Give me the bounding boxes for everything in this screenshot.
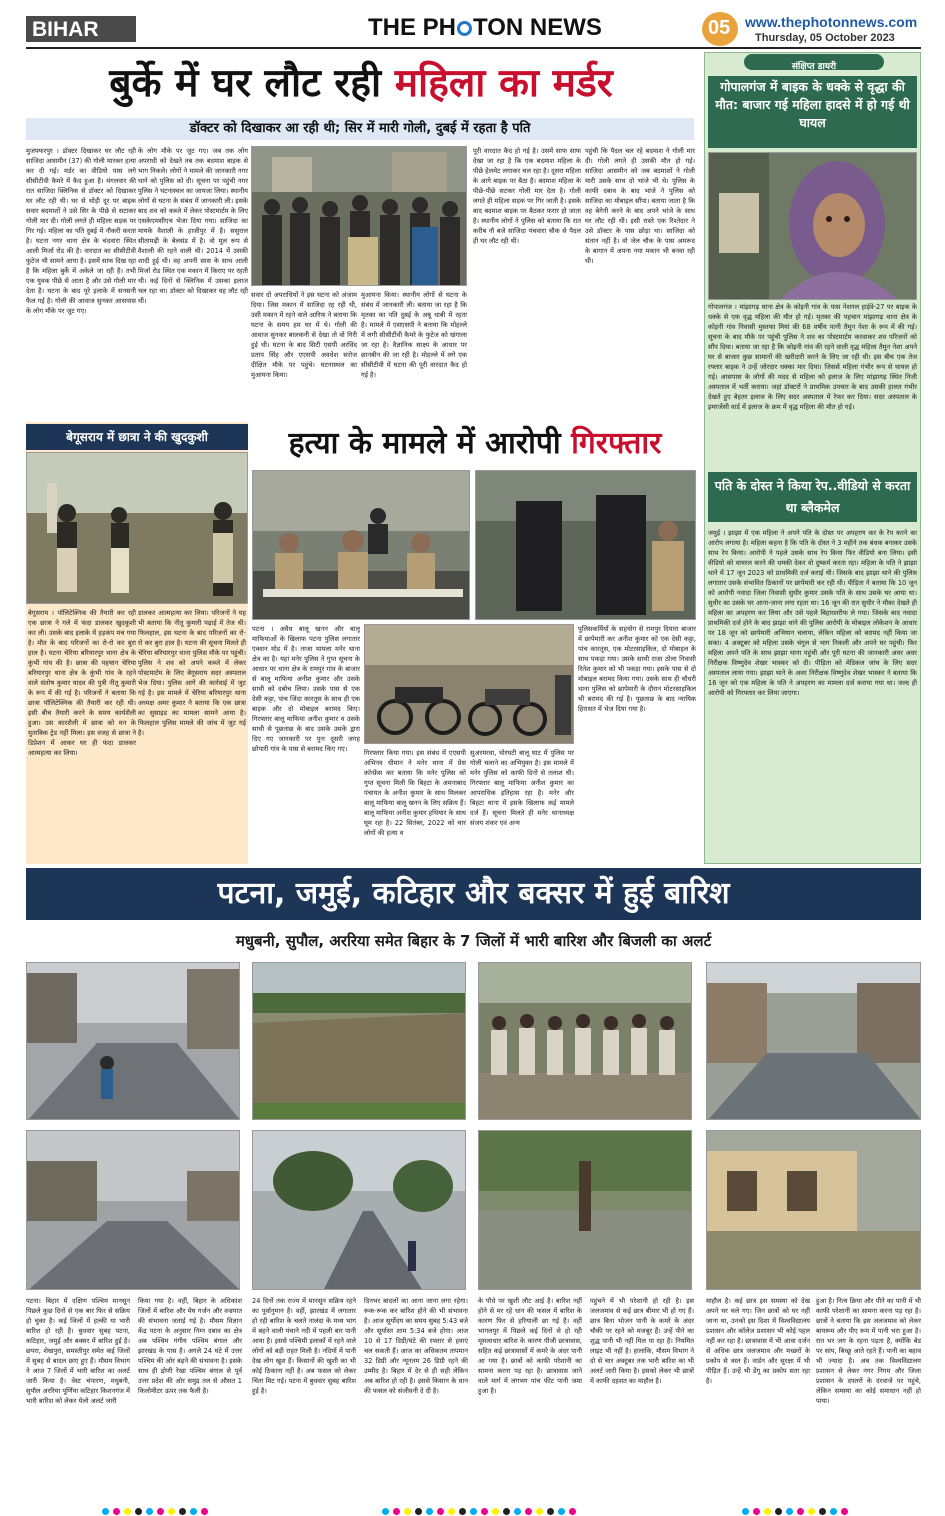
lead-subhead: डॉक्टर को दिखाकर आ रही थी; सिर में मारी गोली, दुबई में रहता है पति [26, 118, 694, 140]
rain-headline: पटना, जमुई, कटिहार और बक्सर में हुई बारिश [26, 868, 921, 920]
waterlogged-market-photo [706, 962, 921, 1120]
edition-badge [26, 16, 136, 42]
masthead [0, 0, 945, 48]
sidebar-body: गोपालगंज । मांझागढ़ थाना क्षेत्र के कोइनी गांव के पास नेशनल हाईवे-27 पर बाइक के धक्के से एक वृद्ध महिला की मौत हो गई। मृतका की पहचान मांझागढ़ थाना क्षेत्र के कोइनी गांव निवासी मुस्तफा मियां की 68 वर्षीय पत्नी तैमुन नेशा के रूप में की गई। सूचना के बाद मौके पर पहुंची पुलिस ने शव का पोस्टमार्टम करवाकर शव परिजनों को सौंप दिया। बताया जा रहा है कि कोइनी गांव की रहने वाली वृद्ध महिला तैमुन नेशा अपने घर से बाजार कुछ सामानों की खरीदारी करने के लिए जा रही थी। इस बीच एक तेज रफ्तार बाइक ने उन्हें जोरदार धक्का मार दिया। जिससे महिला गंभीर रूप से घायल हो गई। आसपास के लोगों की मदद से महिला को इलाज के लिए मांझागढ़ स्थित निजी अस्पताल में भर्ती कराया। जहां डॉक्टरों ने प्राथमिक उपचार के बाद उसकी हालत गंभीर देखते हुए बेहतर इलाज के लिए सदर अस्पताल में रेफर कर दिया। सदर अस्पताल के इमरजेंसी वार्ड में इलाज के क्रम में वृद्ध महिला की मौत हो गई। [708, 303, 917, 411]
brief-diary-header: संक्षिप्त डायरी [744, 54, 884, 70]
rape-headline: पति के दोस्त ने किया रेप..वीडियो से करता था ब्लैकमेल [708, 472, 917, 522]
edition-label: BIHAR [32, 18, 99, 41]
rain-col-8: हुआ है। नित्य क्रिया और पीने का पानी में भी काफी परेशानी का सामना करना पड़ रहा है। छात्रों ने बताया कि इस जलजमाव को लेकर बायरूम और पीए रूम में पानी भरा हुआ है। रात भर जग के रहना पड़ता है, क्योंकि बेड पर सांप, बिच्छू आते रहते हैं। पानी का बहाव भी ज्यादा है। अब तक विश्वविद्यालय प्रशासन से लेकर नगर निगम और जिला प्रशासन के दफ्तरों के दरवाजे पर पहुंचे, लेकिन समस्या का कोई समाधान नहीं हो पाया। [816, 1297, 921, 1405]
rain-col-2: किया गया है। वहीं, बिहार के अधिकांश जिलों में बारिश और मेघ गर्जन और वज्रपात की संभावना जताई गई है। मौसम विज्ञान केंद्र पटना के अनुसार निम्न दबाव का क्षेत्र अब पश्चिम गंगीय पश्चिम बंगाल और झारखंड के पास है। अगले 24 घंटे में उत्तर पश्चिम की ओर बढ़ने की संभावना है। इसके साथ ही द्रोणी रेखा पश्चिम बंगाल से पूर्व उत्तर प्रदेश की ओर समुद्र तल से औसत 1 किलोमीटर ऊपर तक फैली है। [138, 1297, 242, 1395]
rain-col-4: दिनभर बादलों का आना जाना लगा रहेगा। रूक-रूक कर बारिश होने की भी संभावना है। आज सूर्योदय का समय सुबह 5:43 बजे और सूर्यास्त शाम 5:34 बजे होगा। आज 10 से 17 डिग्री/घंटे की रफ्तार से हवाएं चल सकती हैं। आज का अधिकतम तापमान 32 डिग्री और न्यूनतम 26 डिग्री रहने की उम्मीद है। बिहार में देर से ही सही लेकिन अब बारिश हो रही है। इससे किसान के धान की फसल को संजीवनी दे दी है। [364, 1297, 468, 1395]
lead-col-2: के लोग मौके पर जुट गए। जब तक लोग अपराधी को देखते तब तक बदमाश बाइक से भाग निकले। लोगों ने मामले की जानकारी नगर थाने को पुलिस को दी। सूचना पर पहुंची नगर पुलिस ने घटनास्थल का जायजा लिया। स्थानीय लोगों से घटना के संबंध में जानकारी ली। इसके बाद शव को कब्जे में लेकर पोस्टमार्टम के लिए एसकेएमसीएच भेजा दिया गया। साजिदा का मायके वैशाली के हाजीपुर में है। ससुराल सीतामढ़ी के बेलसंड में है। वो मूल रूप से वैशाली की रहने वाली थी। 2014 में उसकी शादी हुई थी। वह अपनी सास के साथ आली मिर्जा रोड स्थित एक मकान में किराए पर रहती थी। कई दिनों से क्लिनिक में उसका इलाज चल रहा था। डॉक्टर को दिखाकर वह लौट रही थी। [138, 147, 248, 305]
website: www.thephotonnews.com [745, 14, 918, 30]
registration-dots-center [380, 1500, 578, 1516]
lead-col-1: मुजफ्फरपुर । डॉक्टर दिखाकर घर लौट रही साजिदा आसमीन (37) की गोली मारकर हत्या कर दी गई। मर्डर का वीडियो पास लगे सीसीटीवी कैमरे में कैद हुआ है। मंगलवार की रात साजिदा क्लिनिक से डॉक्टर को दिखाकर घर लौट रही थी। घर से थोड़ी दूर पर बाइक सवार बदमाशों ने उसे सिर के पीछे से सटाकर गोली मार दी। गोली लगते ही महिला सड़क पर गिर गई। महिला का पति दुबई में नौकरी करता है। घटना नगर थाना क्षेत्र के चंदवारा स्थित आली मिर्जा रोड की है। वारदात का सीसीटीवी फुटेज भी सामने आया है। इसमें साफ दिख रहा है कि महिला बुर्के में अकेले जा रही है। तभी एक युवक पीछे से आता है और उसे गोली मार देता है। घटना के बाद पूरे इलाके में सनसनी फैल गई है। गोली की आवाज सुनकर आसपास के लोग मौके पर जुट गए। [26, 147, 136, 315]
suicide-headline: बेगूसराय में छात्रा ने की खुदकुशी [26, 424, 248, 450]
seized-motorcycles-photo [364, 624, 574, 744]
photon-logo-icon [457, 21, 472, 36]
crowd-photo [251, 146, 467, 286]
flooded-campus-photo [478, 1130, 692, 1290]
arrest-headline: हत्या के मामले में आरोपी गिरफ्तार [288, 426, 662, 461]
rain-col-1: पटना। बिहार में दक्षिण पश्चिम मानसून पिछले कुछ दिनों से एक बार फिर से सक्रिय हो चुका है। कई जिलों में हल्की या भारी बारिश हो रही है। बुधवार सुबह पटना, कटिहार, जमुई और बक्सर में बारिश हुई है। छपरा, शेखपुरा, समस्तीपुर समेत कई जिलों में सुबह से बादल छाए हुए हैं। मौसम विभाग ने आज 7 जिलों में भारी बारिश का अलर्ट जारी किया है। वेस्ट चंपारण, मधुबनी, सुपौल अररिया पूर्णिया कटिहार किशनगंज में भारी बारिश को लेकर येलो अलर्ट जारी [26, 1297, 130, 1405]
paper-name [368, 14, 602, 44]
rain-col-6: पहुंचने में भी परेशानी हो रही है। इस जलजमाव से कई छात्र बीमार भी हो गए हैं। छात्र बिना भोजन पानी के कमरे के अंदर चौकी पर रहने को मजबूर हैं। उन्हें पीने का शुद्ध पानी भी नहीं मिल पा रहा है। नियमित लाइट भी नहीं है। हालांकि, मौसम विभाग ने दो से चार अक्टूबर तक भारी बारिश का भी अलर्ट जारी किया है। इसको लेकर भी छात्रों में काफी दहशत का माहौल है। [590, 1297, 694, 1385]
issue-date: Thursday, 05 October 2023 [755, 32, 895, 44]
highway-rain-photo [252, 1130, 466, 1290]
students-in-water-photo [478, 962, 692, 1120]
arrest-col-3: सुअरमरवा, घोरघटी बालू घाट में पुलिस पर गोली चलाने का अभियुक्त है। इस मामले में मनेर पुलिस को काफी दिनों से तलाश थी। गिरफ्तार बालू माफिया अनीश कुमार का आपराधिक इतिहास रहा है। मनेर और बिहटा थाना में इसके खिलाफ कई मामले दर्ज हैं। सूचना मिलते ही मनेर थानाध्यक्ष संजय शंकर एवं अन्य [470, 749, 574, 827]
village-scene-photo [26, 452, 248, 604]
rain-road-photo [26, 1130, 240, 1290]
paper-name-left: THE PH [368, 14, 457, 41]
lead-col-4: मुआयना किया। स्थानीय लोगों से घटना के संबंध में जानकारी ली। बताया जा रहा है कि मृतका का पति दुबई के अबू धाबी में रहता है। मामले में एसएसपी ने बताया कि मोहल्ले में लगी सीसीटीवी कैमरे के फुटेज को खंगाला जा रहा है। वैज्ञानिक साक्ष्य के आधार पर छानबीन की जा रही है। मोहल्ले में लगे एक सीसीटीवी में घटना की पूरी वारदात कैद हो गई है। [361, 291, 467, 379]
rain-street-photo [26, 962, 240, 1120]
paper-name-right: TON NEWS [473, 14, 602, 41]
sidebar-headline: गोपालगंज में बाइक के धक्के से वृद्धा की मौत: बाजार गई महिला हादसे में हो गई थी घायल [708, 76, 917, 148]
suicide-col-1: बेगूसराय । पॉलिटेक्निक की तैयारी कर रही एक छात्रा ने गले में फंदा डालकर खुदकुशी कर ली। उसके बाद इलाके में हड़कंप मच गया है। मौत के बाद परिजनों का रो-रो कर बुरा हाल है। घटना चेरिया बरियारपुर थाना क्षेत्र के कुंभी गांव की है। छात्रा की पहचान चेरिया बरियारपुर थाना क्षेत्र के कुंभी गांव के रहने वाले संतोष कुमार यादव की पुत्री नीतू कुमारी के रूप में की गई है। परिजनों ने बताया कि छात्रा पॉलिटेक्निक की तैयारी कर रही थी। इसी बीच तैयारी करने के समय कार्यशैली हुआ। उस कारशैली में छात्रा को मन के मुताबिक ट्रेड नहीं मिला। इस वजह से छात्रा ने डिप्रेशन में आकर घर ही फंदा डालकर आत्महत्या कर लिया। [28, 609, 136, 757]
press-conference-photo [252, 470, 470, 620]
lead-col-3: सवार दो अपराधियों ने इस घटना को अंजाम दिया। जिस मकान में साजिदा रह रही थी, उसी मकान में रहने वाले आरिफ ने बताया कि घटना के समय हम घर में थे। गोली की आवाज सुनकर बालकनी से देखा तो वो गिरी हुई थी। घटना के बाद सिटी एसपी अरविंद प्रताप सिंह और एएसपी अवधेश सरोज दीक्षित मौके पर पहुंचे। घटनास्थल का मुआयना किया। [251, 291, 357, 379]
page-number: 05 [702, 12, 738, 46]
rain-col-3: 24 दिनों तक राज्य में मानसून सक्रिय रहने का पूर्वानुमान है। वहीं, झारखंड में लगातार हो रही बारिश के चलते नालंदा के मध्य भाग में बहने वाली पंचाने नदी में पहली बार पानी आया है। इससे पश्चिमी इलाकों में रहने वाले लोगों को बड़ी राहत मिली है। नदियों में पानी देख लोग खुश हैं। किसानों की खुशी का भी कोई ठिकाना नहीं है। अब फसल को लेकर चिंता मिट गई। पटना में बुधवार सुबह बारिश हुई है। [252, 1297, 356, 1395]
arrest-col-4: पुलिसकर्मियों के सहयोग से रामपुर दियारा बाजार में छापेमारी कर अनीश कुमार को एक देसी कट्टा, पांच कारतूस, एक मोटरसाइकिल, दो मोबाइल के साथ पकड़ा गया। उसके साथी राजा ठोला निवासी रितेश कुमार को भी पकड़ा गया। इसके पास से दो मोबाइल बरामद किया गया। उसके साथ ही चौधरी थाना पुलिस को छापेमारी के दौरान मोटरसाइकिल भी बरामद की गई है। पूछताछ के बाद न्यायिक हिरासत में भेज दिया गया है। [578, 625, 696, 713]
flooded-river-photo [252, 962, 466, 1120]
rain-col-5: के पौधे पर खुशी लौट आई है। बारिश नहीं होने से मर रहे धान की फसल में बारिश के कारण फिर से हरियाली छा गई है। वहीं भागलपुर में पिछले कई दिनों से हो रही मूसलाधार बारिश के कारण पीजी छात्रावास, सहित कई छात्रावासों में कमरे के अंदर पानी आ गया है। छात्रों को काफी परेशानी का सामना करना पड़ रहा है। छात्रावास जाने वाले मार्ग में लगभग पांच फीट पानी जमा हुआ है। [478, 1297, 582, 1395]
accused-photo [475, 470, 696, 620]
rain-subhead: मधुबनी, सुपौल, अररिया समेत बिहार के 7 जिलों में भारी बारिश और बिजली का अलर्ट [235, 932, 712, 950]
flooded-building-photo [706, 1130, 921, 1290]
suicide-col-2: डालकर आत्महत्या कर लिया। परिजनों ने यह भी बताया कि नीतू कुमारी पढ़ाई में तेज थी। फिलहाल, इस घटना के बाद परिजनों का रो-रो कर बुरा हाल है। घटना की सूचना मिलते ही चेरिया बरियारपुर थाना पुलिस मौके पर पहुंची। पुलिस ने शव को अपने कब्जे में लेकर पोस्टमार्टम के लिए बेगूसराय सदर अस्पताल भेज दिया। पुलिस आगे की कार्रवाई में जुट गई है। इस मामले में चेरिया बरियारपुर थाना अध्यक्ष अमर कुमार ने बताया कि एक छात्रा का सुसाइड का मामला सामने आया है। फिलहाल पुलिस मामले की जांच में जुट गई है। [138, 609, 246, 737]
old-woman-photo [708, 152, 917, 300]
lead-headline: बुर्के में घर लौट रही महिला का मर्डर [109, 61, 613, 106]
rape-body: जमुई । झाझा में एक महिला ने अपने पति के दोस्त पर अपहरण कर के रेप करने का आरोप लगाया है। महिला कहना है कि पति के दोस्त ने 3 महीने तक बंधक बनाकर उसके साथ रेप किया। आरोपी ने पहले उसके साथ रेप किया फिर वीडियो बना लिया। इसी वीडियो को वायरल करने की धमकी देकर वो दुष्कर्म करता रहा। महिला के पति ने झाझा थाने में 17 जून 2023 को प्राथमिकी दर्ज कराई थी। जिसके बाद झाझा थाने की पुलिस लगातार उसके संभावित ठिकानों पर छापेमारी कर रही थी। पीड़िता ने बताया कि 10 जून को आरोपी नवादा जिला निवासी सुधीर कुमार उसके पति के साथ उसके घर आया था। सुधीर का उसके घर आना-जाना लगा रहता था। 16 जून की रात सुधीर ने मौका देखते ही महिला का अपहरण कर लिया और उसे पहले बिहारशरीफ ले गया। जिसके बाद नवादा प्राथमिकी दर्ज होने के बाद झाझा थाने की पुलिस आरोपी के मोबाइल लोकेशन के आधार पर 18 जून को छापेमारी अभियान चलाया, लेकिन महिला को बरामद नहीं किया जा सका। 4 अक्टूबर को महिला उसके चंगुल से भाग निकली और अपने घर पहुंची। फिर महिला अपने पति के साथ झाझा थाना पहुंची और पूरी घटना की जानकारी अवर अवर निरीक्षक विष्णुदेव शेखर भास्कर को दी। पीड़िता को मेडिकल जांच के लिए सदर अस्पताल लाया गया। झाझा थाने के अवर निरीक्षक विष्णुदेव शेखर भास्कर ने बताया कि 16 जून को एक महिला के पति ने अपहरण का मामला दर्ज कराया गया था। जल्द ही आरोपी को गिरफ्तार कर लिया जाएगा। [708, 529, 917, 697]
masthead-divider [26, 47, 921, 49]
arrest-col-1: पटना । अवैध बालू खनन और बालू माफियाओं के खिलाफ पटना पुलिस लगातार एक्शन मोड में है। ताजा मामला मनेर थाना क्षेत्र का है। यहां मनेर पुलिस ने गुप्त सूचना के आधार पर थाना क्षेत्र के रामपुर गांव के बाजार से बालू माफिया अनीश कुमार और उसके साथी को दबोच लिया। उसके पास से एक देसी कट्टा, पांच जिंदा कारतूस के साथ ही एक बाइक और दो मोबाइल बरामद किए। गिरफ्तार बालू माफिया अनीश कुमार व उसके साथी से पूछताछ के बाद उसके उसके द्वारा दिए गए जानकारी पर पुनः दूसरी जगह छोपारी गांव के पास से बरामद किए गए। [252, 625, 360, 753]
registration-dots-left [100, 1500, 210, 1516]
lead-col-5: पूरी वारदात कैद हो गई है। उसमें साफ साफ देखा जा रहा है कि एक बदमाश महिला के पीछे हेलमेट लगाकर चल रहा है। दूसरा महिला के आगे बाइक पर बैठा है। बदमाश महिला के पीछे-पीछे सटकर गोली मार देता है। गोली लगते ही महिला सड़क पर गिर जाती है। इसके बाद बदमाश बाइक पर बैठकर फरार हो जाता है। स्थानीय लोगों ने पुलिस को बताया कि रात करीब नौ बजे साजिदा पंचवारा चौक से पैदल ही घर लौट रही थी। [473, 147, 581, 245]
lead-col-6: पहुंची कि पैदल चल रहे बदमाश ने गोली मार दी। गोली लगते ही उसकी मौत हो गई। साजिदा आसमीन को जब बदमाशों ने गोली मारी उसके साथ दो भांजे भी थे। पुलिस के काफी दबाव के बाद भांजे ने पुलिस को साजिदा का मोबाइल सौंपा। बताया जाता है कि वह बेगेनी करने के बाद अपने भांजे के साथ घर लौट रही थी। इसी रास्ते एक रिश्तेदार ने उसे डॉक्टर के पास छोड़ा था। साजिदा को संतान नहीं है। वो जेल चौक के पास अमरूद के बागान में अपना नया मकान भी बनवा रही थी। [585, 147, 695, 265]
rain-col-7: माहौल है। कई छात्र इस समस्या को देख अपने घर चले गए। जिन छात्रों को घर नहीं जाना था, उनको इस दिशा में विश्वविद्यालय प्रशासन और कॉलेज प्रशासन भी कोई पहल नहीं कर रहा है। छात्रावास में भी आवा दर्जन से अधिक छात्र जलजमाव और मच्छरों के प्रकोप से त्रस्त हैं। वार्डन और सुरक्षा में भी पीड़ित हैं। उन्हें भी डेंगू का प्रकोप सता रहा है। [706, 1297, 810, 1385]
arrest-col-2: गिरफ्तार किया गया। इस संबंध में एएसपी अभिनव धीमान ने मनेर थाना में प्रेस कॉन्फ्रेंस कर बताया कि मनेर पुलिस को गुप्त सूचना मिली कि बिहटा के अमनाबाद पंचायत के अनीश कुमार के साथ मिलकर बालू माफिया बालू खनन के लिए सक्रिय हैं। बालू माफिया अनीश कुमार हथियार के साथ घूम रहा है। 22 सितंबर, 2022 को चार लोगों की हत्या व [364, 749, 466, 837]
registration-dots-right [740, 1500, 850, 1516]
